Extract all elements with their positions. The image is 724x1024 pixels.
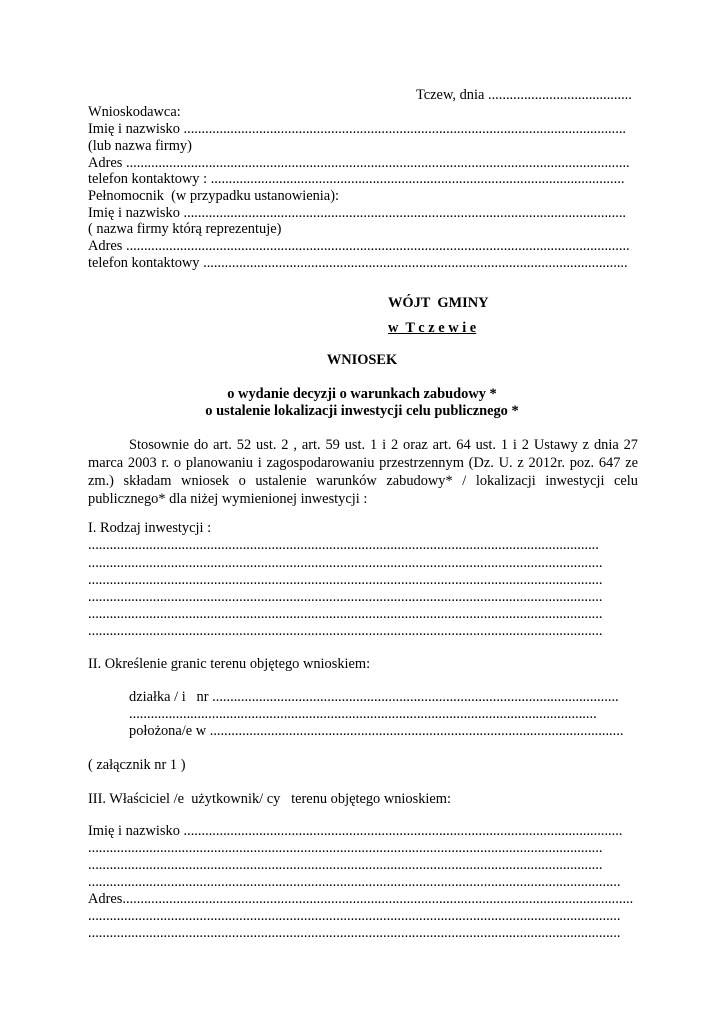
applicant-address-field: Adres ............................................................................................................................................ xyxy=(88,155,630,171)
proxy-name-field: Imię i nazwisko ........................................................................................................................... xyxy=(88,205,627,221)
section-1-line: ............................................................................................................................................... xyxy=(88,589,603,605)
addressee-line-1: WÓJT GMINY xyxy=(388,295,489,311)
proxy-address-field: Adres ............................................................................................................................................ xyxy=(88,238,630,254)
proxy-phone-field: telefon kontaktowy ...................................................................................................................... xyxy=(88,255,628,271)
section-2-title: II. Określenie granic terenu objętego wnioskiem: xyxy=(88,656,371,672)
section-3-title: III. Właściciel /e użytkownik/ cy terenu objętego wnioskiem: xyxy=(88,791,451,807)
document-subtitle-2: o ustalenie lokalizacji inwestycji celu publicznego * xyxy=(205,403,519,419)
plot-number-continuation: .................................................................................................................................. xyxy=(129,706,597,722)
intro-text: Stosownie do art. 52 ust. 2 , art. 59 ust. 1 i 2 oraz art. 64 ust. 1 i 2 Ustawy z dnia 27 marca 2003 r. o planowaniu i zagospodarowaniu przestrzennym (Dz. U. z 2012r. poz. 647 ze zm.) składam wniosek o ustalenie warunków zabudowy* / lokalizacji inwestycji celu publicznego* dla niżej wymienionej inwestycji : xyxy=(88,437,638,507)
owner-name-field: Imię i nazwisko .......................................................................................................................... xyxy=(88,823,623,839)
applicant-name-field: Imię i nazwisko ........................................................................................................................... xyxy=(88,121,627,137)
plot-number-field: działka / i nr ................................................................................................................. xyxy=(129,689,619,705)
attachment-note: ( załącznik nr 1 ) xyxy=(88,757,186,773)
plot-location-field: położona/e w ................................................................................................................... xyxy=(129,723,624,739)
section-1-line: ............................................................................................................................................... xyxy=(88,606,603,622)
document-title: WNIOSEK xyxy=(326,352,398,368)
section-3-line: .................................................................................................................................................... xyxy=(88,925,621,941)
section-1-line: ............................................................................................................................................... xyxy=(88,555,603,571)
section-3-line: ............................................................................................................................................... xyxy=(88,857,603,873)
proxy-company-note: ( nazwa firmy którą reprezentuje) xyxy=(88,221,282,237)
section-3-line: ............................................................................................................................................... xyxy=(88,840,603,856)
section-1-line: ............................................................................................................................................... xyxy=(88,572,603,588)
proxy-title: Pełnomocnik (w przypadku ustanowienia): xyxy=(88,188,339,204)
city-date-line: Tczew, dnia ........................................ xyxy=(416,87,632,103)
addressee-line-2: w T c z e w i e xyxy=(388,320,477,336)
applicant-company-note: (lub nazwa firmy) xyxy=(88,138,192,154)
section-1-line: ............................................................................................................................................... xyxy=(88,623,603,639)
section-3-line: .................................................................................................................................................... xyxy=(88,874,621,890)
owner-address-field: Adres.............................................................................................................................................. xyxy=(88,891,634,907)
intro-paragraph xyxy=(88,436,638,508)
applicant-phone-field: telefon kontaktowy : ................................................................................................................... xyxy=(88,171,625,187)
section-3-line: .................................................................................................................................................... xyxy=(88,908,621,924)
section-1-title: I. Rodzaj inwestycji : xyxy=(88,520,212,536)
document-subtitle-1: o wydanie decyzji o warunkach zabudowy * xyxy=(227,386,497,402)
applicant-title: Wnioskodawca: xyxy=(88,104,181,120)
section-1-line: .............................................................................................................................................. xyxy=(88,537,599,553)
